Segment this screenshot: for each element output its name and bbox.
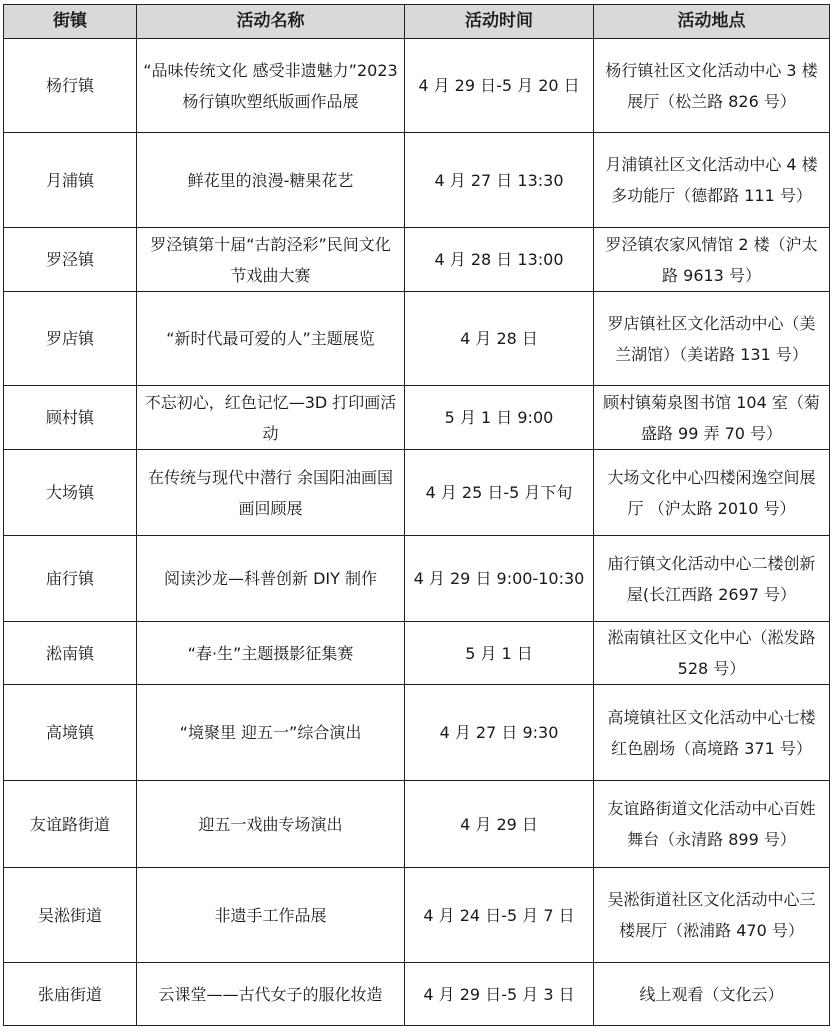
table-row [4,685,830,781]
cell-time: 4 月 29 日 [405,781,594,868]
cell-town: 罗店镇 [4,292,137,386]
cell-town: 杨行镇 [4,39,137,133]
cell-town: 顾村镇 [4,386,137,450]
cell-name: 迎五一戏曲专场演出 [137,781,405,868]
cell-name: “境聚里 迎五一”综合演出 [137,685,405,781]
cell-town: 张庙街道 [4,963,137,1026]
table-row [4,622,830,685]
cell-town: 罗泾镇 [4,228,137,292]
cell-name: 非遗手工作品展 [137,868,405,963]
cell-time: 5 月 1 日 [405,622,594,685]
table-row [4,963,830,1026]
cell-location: 淞南镇社区文化中心（淞发路 528 号） [594,622,830,685]
cell-town: 友谊路街道 [4,781,137,868]
cell-town: 大场镇 [4,450,137,536]
table-row [4,868,830,963]
cell-location: 吴淞街道社区文化活动中心三楼展厅（淞浦路 470 号） [594,868,830,963]
cell-time: 4 月 27 日 13:30 [405,133,594,228]
table-row [4,292,830,386]
cell-town: 庙行镇 [4,536,137,622]
table-row [4,536,830,622]
cell-name: “品味传统文化 感受非遗魅力”2023 杨行镇吹塑纸版画作品展 [137,39,405,133]
header-row [4,5,830,39]
cell-location: 月浦镇社区文化活动中心 4 楼多功能厅（德都路 111 号） [594,133,830,228]
cell-time: 4 月 25 日-5 月下旬 [405,450,594,536]
table-row [4,781,830,868]
cell-town: 月浦镇 [4,133,137,228]
header-name: 活动名称 [137,5,405,39]
table-row [4,450,830,536]
cell-name: 不忘初心，红色记忆—3D 打印画活动 [137,386,405,450]
events-table [3,4,830,1026]
cell-location: 友谊路街道文化活动中心百姓舞台（永清路 899 号） [594,781,830,868]
table-row [4,228,830,292]
cell-location: 罗店镇社区文化活动中心（美兰湖馆）（美诺路 131 号） [594,292,830,386]
cell-time: 4 月 28 日 13:00 [405,228,594,292]
table-row [4,39,830,133]
cell-name: 罗泾镇第十届“古韵泾彩”民间文化节戏曲大赛 [137,228,405,292]
cell-name: 阅读沙龙—科普创新 DIY 制作 [137,536,405,622]
cell-time: 4 月 29 日-5 月 3 日 [405,963,594,1026]
cell-location: 杨行镇社区文化活动中心 3 楼展厅（松兰路 826 号） [594,39,830,133]
cell-time: 4 月 28 日 [405,292,594,386]
header-town: 街镇 [4,5,137,39]
cell-town: 吴淞街道 [4,868,137,963]
cell-time: 4 月 24 日-5 月 7 日 [405,868,594,963]
cell-time: 4 月 29 日-5 月 20 日 [405,39,594,133]
cell-location: 庙行镇文化活动中心二楼创新屋(长江西路 2697 号） [594,536,830,622]
cell-name: 在传统与现代中潜行 余国阳油画国画回顾展 [137,450,405,536]
cell-location: 顾村镇菊泉图书馆 104 室（菊盛路 99 弄 70 号） [594,386,830,450]
cell-location: 线上观看（文化云） [594,963,830,1026]
cell-town: 淞南镇 [4,622,137,685]
cell-name: “新时代最可爱的人”主题展览 [137,292,405,386]
cell-name: 鲜花里的浪漫-糖果花艺 [137,133,405,228]
cell-time: 4 月 27 日 9:30 [405,685,594,781]
cell-location: 高境镇社区文化活动中心七楼红色剧场（高境路 371 号） [594,685,830,781]
table-row [4,133,830,228]
cell-location: 罗泾镇农家风情馆 2 楼（沪太路 9613 号） [594,228,830,292]
cell-town: 高境镇 [4,685,137,781]
table-row [4,386,830,450]
cell-name: 云课堂——古代女子的服化妆造 [137,963,405,1026]
cell-location: 大场文化中心四楼闲逸空间展厅 （沪太路 2010 号） [594,450,830,536]
cell-time: 5 月 1 日 9:00 [405,386,594,450]
header-time: 活动时间 [405,5,594,39]
cell-name: “春·生”主题摄影征集赛 [137,622,405,685]
header-location: 活动地点 [594,5,830,39]
cell-time: 4 月 29 日 9:00-10:30 [405,536,594,622]
